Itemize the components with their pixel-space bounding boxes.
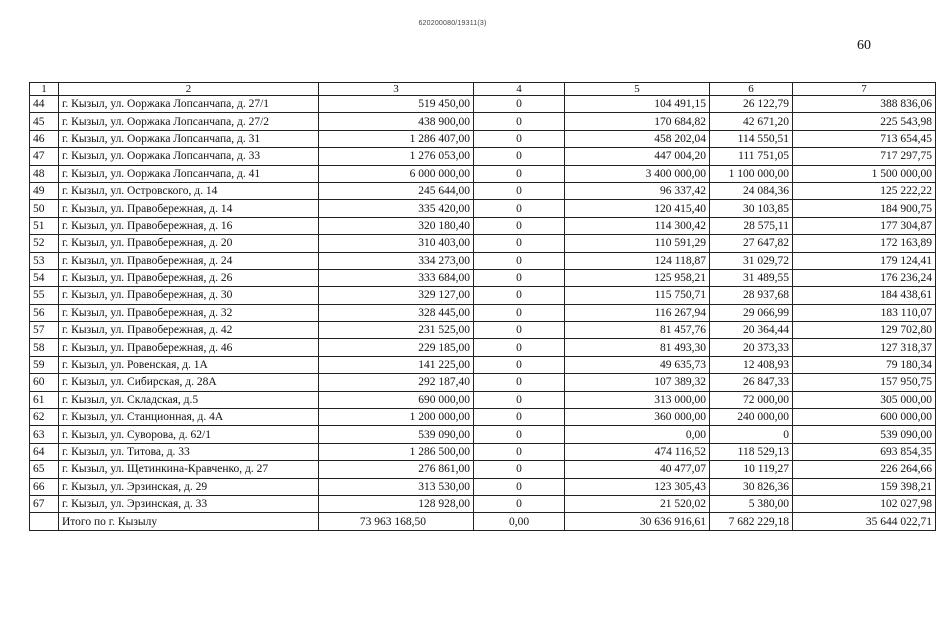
column-number: 4 — [474, 83, 565, 96]
table-cell: 0 — [474, 374, 565, 391]
table-cell: г. Кызыл, ул. Островского, д. 14 — [59, 182, 319, 199]
table-cell: 20 364,44 — [710, 322, 793, 339]
table-cell: 30 103,85 — [710, 200, 793, 217]
table-cell: 52 — [30, 235, 59, 252]
table-cell: 104 491,15 — [565, 96, 710, 113]
table-cell: 0 — [474, 113, 565, 130]
table-cell: 29 066,99 — [710, 304, 793, 321]
table-cell: 40 477,07 — [565, 461, 710, 478]
table-cell: г. Кызыл, ул. Эрзинская, д. 29 — [59, 478, 319, 495]
table-cell: г. Кызыл, ул. Ооржака Лопсанчапа, д. 27/2 — [59, 113, 319, 130]
table-cell: 717 297,75 — [793, 148, 936, 165]
table-cell: 96 337,42 — [565, 182, 710, 199]
table-row — [30, 252, 936, 269]
table-row — [30, 287, 936, 304]
table-cell: 129 702,80 — [793, 322, 936, 339]
table-cell: 62 — [30, 409, 59, 426]
table-cell: 31 489,55 — [710, 269, 793, 286]
table-cell: 713 654,45 — [793, 130, 936, 147]
table-cell: 0 — [474, 148, 565, 165]
table-cell: 0 — [710, 426, 793, 443]
table-row — [30, 426, 936, 443]
table-row — [30, 182, 936, 199]
table-cell: 1 100 000,00 — [710, 165, 793, 182]
table-cell: 28 937,68 — [710, 287, 793, 304]
table-cell: 20 373,33 — [710, 339, 793, 356]
table-cell: 125 958,21 — [565, 269, 710, 286]
table-cell: 56 — [30, 304, 59, 321]
table-cell: 320 180,40 — [319, 217, 474, 234]
table-cell: г. Кызыл, ул. Титова, д. 33 — [59, 443, 319, 460]
table-cell: 0 — [474, 495, 565, 512]
table-row — [30, 391, 936, 408]
table-cell: 1 500 000,00 — [793, 165, 936, 182]
table-cell: 0 — [474, 409, 565, 426]
table-cell: 28 575,11 — [710, 217, 793, 234]
table-cell: 229 185,00 — [319, 339, 474, 356]
table-cell: 177 304,87 — [793, 217, 936, 234]
table-cell: 292 187,40 — [319, 374, 474, 391]
table-cell: 0 — [474, 200, 565, 217]
table-cell: 335 420,00 — [319, 200, 474, 217]
table-cell: 0 — [474, 443, 565, 460]
total-label: Итого по г. Кызылу — [59, 513, 319, 530]
table-cell: г. Кызыл, ул. Ооржака Лопсанчапа, д. 27/1 — [59, 96, 319, 113]
table-cell: 116 267,94 — [565, 304, 710, 321]
table-cell: 458 202,04 — [565, 130, 710, 147]
table-cell: 5 380,00 — [710, 495, 793, 512]
table-row — [30, 443, 936, 460]
table-cell: 30 826,36 — [710, 478, 793, 495]
table-row — [30, 339, 936, 356]
table-cell: 128 928,00 — [319, 495, 474, 512]
table-cell: г. Кызыл, ул. Правобережная, д. 32 — [59, 304, 319, 321]
table-cell: 334 273,00 — [319, 252, 474, 269]
table-row — [30, 130, 936, 147]
table-cell: 0 — [474, 182, 565, 199]
column-number: 3 — [319, 83, 474, 96]
table-row — [30, 235, 936, 252]
table-cell: 120 415,40 — [565, 200, 710, 217]
table-cell: 172 163,89 — [793, 235, 936, 252]
table-cell: г. Кызыл, ул. Правобережная, д. 42 — [59, 322, 319, 339]
table-cell: 67 — [30, 495, 59, 512]
table-row — [30, 461, 936, 478]
table-row — [30, 113, 936, 130]
table-cell: г. Кызыл, ул. Правобережная, д. 30 — [59, 287, 319, 304]
table-cell: 184 900,75 — [793, 200, 936, 217]
table-cell: г. Кызыл, ул. Правобережная, д. 26 — [59, 269, 319, 286]
table-cell: г. Кызыл, ул. Щетинкина-Кравченко, д. 27 — [59, 461, 319, 478]
table-cell: 102 027,98 — [793, 495, 936, 512]
table-cell: 58 — [30, 339, 59, 356]
table-cell: 225 543,98 — [793, 113, 936, 130]
column-number: 1 — [30, 83, 59, 96]
table-cell: 245 644,00 — [319, 182, 474, 199]
table-cell: 125 222,22 — [793, 182, 936, 199]
table-cell: 0 — [474, 356, 565, 373]
column-number: 6 — [710, 83, 793, 96]
table-cell: 50 — [30, 200, 59, 217]
table-cell: 118 529,13 — [710, 443, 793, 460]
table-cell: 46 — [30, 130, 59, 147]
table-cell: 0 — [474, 269, 565, 286]
table-cell: 55 — [30, 287, 59, 304]
table-cell: 276 861,00 — [319, 461, 474, 478]
table-cell: 63 — [30, 426, 59, 443]
table-cell: 115 750,71 — [565, 287, 710, 304]
table-cell: 693 854,35 — [793, 443, 936, 460]
table-row — [30, 356, 936, 373]
table-cell: 111 751,05 — [710, 148, 793, 165]
table-cell: 328 445,00 — [319, 304, 474, 321]
table-cell: 21 520,02 — [565, 495, 710, 512]
data-table — [29, 82, 936, 531]
table-cell: 0 — [474, 461, 565, 478]
table-cell: 313 000,00 — [565, 391, 710, 408]
table-cell: г. Кызыл, ул. Правобережная, д. 46 — [59, 339, 319, 356]
table-cell: 159 398,21 — [793, 478, 936, 495]
table-cell: 313 530,00 — [319, 478, 474, 495]
table-row — [30, 96, 936, 113]
table-cell: 26 847,33 — [710, 374, 793, 391]
table-cell: 53 — [30, 252, 59, 269]
table-cell: 179 124,41 — [793, 252, 936, 269]
table-cell: г. Кызыл, ул. Правобережная, д. 14 — [59, 200, 319, 217]
table-cell: 57 — [30, 322, 59, 339]
table-row — [30, 217, 936, 234]
table-cell: г. Кызыл, ул. Эрзинская, д. 33 — [59, 495, 319, 512]
table-cell: 1 276 053,00 — [319, 148, 474, 165]
column-number: 2 — [59, 83, 319, 96]
table-cell: 474 116,52 — [565, 443, 710, 460]
table-cell: 0 — [474, 252, 565, 269]
table-cell: г. Кызыл, ул. Ооржака Лопсанчапа, д. 33 — [59, 148, 319, 165]
table-cell: 54 — [30, 269, 59, 286]
table-row — [30, 148, 936, 165]
table-cell: 49 — [30, 182, 59, 199]
table-cell: г. Кызыл, ул. Складская, д.5 — [59, 391, 319, 408]
table-row — [30, 322, 936, 339]
table-cell: 114 300,42 — [565, 217, 710, 234]
table-cell: г. Кызыл, ул. Станционная, д. 4А — [59, 409, 319, 426]
document-id: 620200080/19311(3) — [418, 20, 487, 27]
table-row — [30, 409, 936, 426]
table-cell: 176 236,24 — [793, 269, 936, 286]
table-cell: 44 — [30, 96, 59, 113]
table-cell: 72 000,00 — [710, 391, 793, 408]
table-cell: 310 403,00 — [319, 235, 474, 252]
table-cell: 1 200 000,00 — [319, 409, 474, 426]
table-cell: 31 029,72 — [710, 252, 793, 269]
table-row — [30, 495, 936, 512]
table-cell: 0 — [474, 339, 565, 356]
table-cell: 123 305,43 — [565, 478, 710, 495]
table-cell: 51 — [30, 217, 59, 234]
table-cell: 183 110,07 — [793, 304, 936, 321]
table-cell: 600 000,00 — [793, 409, 936, 426]
total-cell: 73 963 168,50 — [319, 513, 474, 530]
table-cell: 42 671,20 — [710, 113, 793, 130]
table-cell: 10 119,27 — [710, 461, 793, 478]
table-cell: 0,00 — [565, 426, 710, 443]
total-cell: 7 682 229,18 — [710, 513, 793, 530]
table-cell: 0 — [474, 217, 565, 234]
page-number: 60 — [857, 38, 871, 53]
table-cell: 61 — [30, 391, 59, 408]
table-row — [30, 165, 936, 182]
total-row — [30, 513, 936, 530]
table-cell: г. Кызыл, ул. Суворова, д. 62/1 — [59, 426, 319, 443]
table-cell: 539 090,00 — [793, 426, 936, 443]
table-cell: 12 408,93 — [710, 356, 793, 373]
total-cell: 30 636 916,61 — [565, 513, 710, 530]
table-cell: 3 400 000,00 — [565, 165, 710, 182]
table-cell: 114 550,51 — [710, 130, 793, 147]
table-cell: 47 — [30, 148, 59, 165]
table-cell: 59 — [30, 356, 59, 373]
total-cell: 0,00 — [474, 513, 565, 530]
table-cell: г. Кызыл, ул. Правобережная, д. 24 — [59, 252, 319, 269]
table-cell: 64 — [30, 443, 59, 460]
table-cell: 388 836,06 — [793, 96, 936, 113]
table-cell: г. Кызыл, ул. Правобережная, д. 16 — [59, 217, 319, 234]
column-number: 7 — [793, 83, 936, 96]
table-cell: 690 000,00 — [319, 391, 474, 408]
table-cell: 0 — [474, 304, 565, 321]
table-row — [30, 374, 936, 391]
table-cell: 231 525,00 — [319, 322, 474, 339]
table-cell: 0 — [474, 322, 565, 339]
table-cell: 124 118,87 — [565, 252, 710, 269]
table-cell: 127 318,37 — [793, 339, 936, 356]
table-cell: 329 127,00 — [319, 287, 474, 304]
table-cell: 0 — [474, 96, 565, 113]
table-cell: 0 — [474, 235, 565, 252]
table-cell: 226 264,66 — [793, 461, 936, 478]
table-cell: 107 389,32 — [565, 374, 710, 391]
table-cell: 0 — [474, 287, 565, 304]
table-cell: 0 — [474, 165, 565, 182]
table-cell: 6 000 000,00 — [319, 165, 474, 182]
table-cell: 48 — [30, 165, 59, 182]
table-cell: г. Кызыл, ул. Сибирская, д. 28А — [59, 374, 319, 391]
table-cell: г. Кызыл, ул. Ровенская, д. 1А — [59, 356, 319, 373]
table-cell: 0 — [474, 391, 565, 408]
table-cell: г. Кызыл, ул. Правобережная, д. 20 — [59, 235, 319, 252]
table-row — [30, 304, 936, 321]
table-cell: 519 450,00 — [319, 96, 474, 113]
table-cell: 438 900,00 — [319, 113, 474, 130]
column-number: 5 — [565, 83, 710, 96]
table-cell: г. Кызыл, ул. Ооржака Лопсанчапа, д. 41 — [59, 165, 319, 182]
table-row — [30, 269, 936, 286]
total-cell: 35 644 022,71 — [793, 513, 936, 530]
table-cell: 1 286 407,00 — [319, 130, 474, 147]
table-cell: 81 493,30 — [565, 339, 710, 356]
table-cell: 333 684,00 — [319, 269, 474, 286]
table-cell: 157 950,75 — [793, 374, 936, 391]
table-cell: 447 004,20 — [565, 148, 710, 165]
table-cell: 66 — [30, 478, 59, 495]
table-row — [30, 200, 936, 217]
table-cell: 305 000,00 — [793, 391, 936, 408]
table-cell: 360 000,00 — [565, 409, 710, 426]
table-cell: 79 180,34 — [793, 356, 936, 373]
column-number-row — [30, 83, 936, 96]
table-cell: 184 438,61 — [793, 287, 936, 304]
table-cell: 539 090,00 — [319, 426, 474, 443]
table-cell: 170 684,82 — [565, 113, 710, 130]
table-cell: 24 084,36 — [710, 182, 793, 199]
table-cell: 26 122,79 — [710, 96, 793, 113]
table-cell: 45 — [30, 113, 59, 130]
table-cell: 1 286 500,00 — [319, 443, 474, 460]
table-cell: 0 — [474, 130, 565, 147]
table-cell: 0 — [474, 478, 565, 495]
table-cell: 110 591,29 — [565, 235, 710, 252]
table-cell: 141 225,00 — [319, 356, 474, 373]
table-cell: 0 — [474, 426, 565, 443]
table-cell: 60 — [30, 374, 59, 391]
table-cell: 49 635,73 — [565, 356, 710, 373]
table-cell: 27 647,82 — [710, 235, 793, 252]
table-cell: 65 — [30, 461, 59, 478]
table-row — [30, 478, 936, 495]
table-cell: 81 457,76 — [565, 322, 710, 339]
table-cell: 240 000,00 — [710, 409, 793, 426]
table-cell: г. Кызыл, ул. Ооржака Лопсанчапа, д. 31 — [59, 130, 319, 147]
total-cell — [30, 513, 59, 530]
